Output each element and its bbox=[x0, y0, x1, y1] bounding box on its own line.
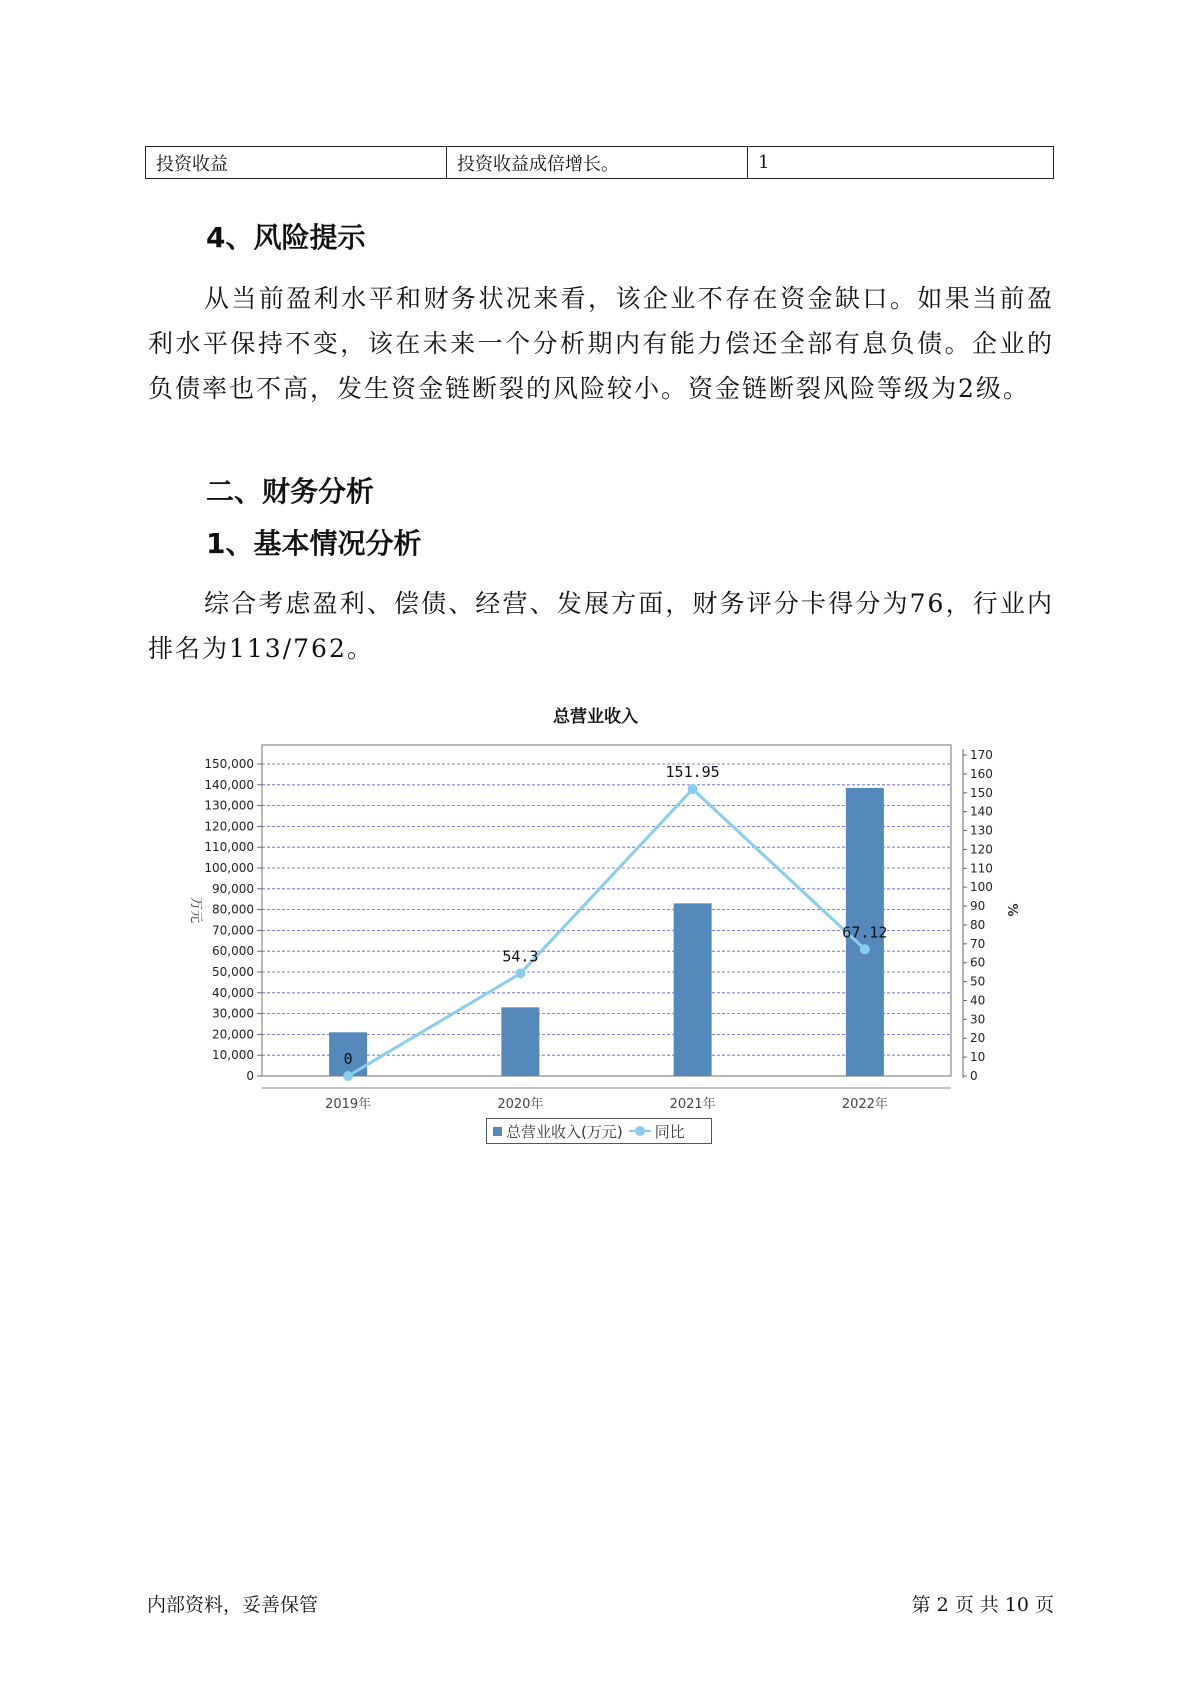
y-tick-label: 110,000 bbox=[204, 840, 254, 855]
yoy-data-label: 151.95 bbox=[665, 763, 720, 782]
legend-bar-label: 总营业收入(万元) bbox=[506, 1122, 623, 1141]
y-tick-label: 80,000 bbox=[212, 902, 254, 917]
x-tick-label: 2022年 bbox=[841, 1097, 888, 1112]
table-cell-score: 1 bbox=[748, 147, 1054, 179]
y-tick-label: 150,000 bbox=[204, 757, 254, 771]
x-tick-label: 2020年 bbox=[497, 1097, 544, 1112]
y-tick-label: 90,000 bbox=[212, 881, 254, 896]
y2-tick-label: 0 bbox=[970, 1069, 978, 1083]
y-tick-label: 100,000 bbox=[204, 861, 254, 875]
y2-tick-label: 70 bbox=[970, 936, 986, 951]
y-tick-label: 60,000 bbox=[212, 944, 254, 959]
y2-axis-title: % bbox=[1004, 903, 1019, 917]
y-tick-label: 40,000 bbox=[212, 985, 254, 1000]
y2-tick-label: 160 bbox=[970, 766, 993, 781]
x-tick-label: 2021年 bbox=[669, 1097, 716, 1112]
y-tick-label: 10,000 bbox=[212, 1048, 254, 1063]
y2-tick-label: 30 bbox=[970, 1012, 986, 1027]
basic-analysis-paragraph: 综合考虑盈利、偿债、经营、发展方面，财务评分卡得分为76，行业内排名为113/762。 bbox=[148, 589, 1054, 663]
y2-tick-label: 10 bbox=[970, 1050, 986, 1065]
y2-tick-label: 100 bbox=[970, 880, 993, 895]
y2-tick-label: 80 bbox=[970, 917, 986, 932]
y2-tick-label: 50 bbox=[970, 974, 986, 989]
y2-tick-label: 90 bbox=[970, 899, 986, 914]
chart-legend bbox=[486, 1118, 712, 1144]
y-tick-label: 20,000 bbox=[212, 1027, 254, 1042]
y2-tick-label: 170 bbox=[970, 748, 993, 762]
page-number: 第 2 页 共 10 页 bbox=[911, 1594, 1054, 1616]
yoy-data-label: 54.3 bbox=[502, 947, 539, 966]
y-tick-label: 30,000 bbox=[212, 1006, 254, 1021]
y2-tick-label: 40 bbox=[970, 993, 986, 1008]
chart-title: 总营业收入 bbox=[553, 707, 638, 727]
y-axis-title: 万元 bbox=[188, 896, 203, 924]
basic-analysis-heading: 1、基本情况分析 bbox=[206, 527, 422, 560]
yoy-data-label: 67.12 bbox=[842, 923, 888, 942]
y2-tick-label: 20 bbox=[970, 1031, 986, 1046]
y2-tick-label: 120 bbox=[970, 842, 993, 857]
legend-bar-swatch bbox=[493, 1127, 502, 1136]
revenue-bar bbox=[501, 1007, 539, 1076]
y2-tick-label: 110 bbox=[970, 861, 993, 876]
y-tick-label: 140,000 bbox=[204, 777, 254, 792]
y2-tick-label: 140 bbox=[970, 804, 993, 819]
yoy-point bbox=[343, 1071, 353, 1081]
finance-heading: 二、财务分析 bbox=[206, 475, 375, 508]
yoy-point bbox=[860, 944, 870, 954]
footer-note: 内部资料，妥善保管 bbox=[147, 1594, 319, 1616]
table-cell-desc: 投资收益成倍增长。 bbox=[447, 147, 748, 179]
y-tick-label: 50,000 bbox=[212, 965, 254, 979]
y-tick-label: 130,000 bbox=[204, 798, 254, 813]
y-tick-label: 70,000 bbox=[212, 923, 254, 938]
yoy-data-label: 0 bbox=[343, 1050, 353, 1068]
y2-tick-label: 60 bbox=[970, 955, 986, 970]
yoy-point bbox=[688, 784, 698, 794]
y2-tick-label: 130 bbox=[970, 823, 993, 838]
risk-heading: 4、风险提示 bbox=[206, 221, 366, 254]
y-tick-label: 0 bbox=[246, 1069, 254, 1083]
table-cell-item: 投资收益 bbox=[146, 147, 447, 179]
y2-tick-label: 150 bbox=[970, 785, 993, 800]
legend-line-swatch bbox=[629, 1126, 651, 1136]
legend-line-label: 同比 bbox=[654, 1122, 685, 1141]
revenue-bar bbox=[674, 903, 712, 1076]
yoy-point bbox=[515, 968, 525, 978]
x-tick-label: 2019年 bbox=[325, 1097, 372, 1112]
risk-paragraph: 从当前盈利水平和财务状况来看，该企业不存在资金缺口。如果当前盈利水平保持不变，该在未来一个分析期内有能力偿还全部有息负债。企业的负债率也不高，发生资金链断裂的风险较小。资金链断裂风险等级为2级。 bbox=[148, 284, 1054, 403]
y-tick-label: 120,000 bbox=[204, 819, 254, 834]
